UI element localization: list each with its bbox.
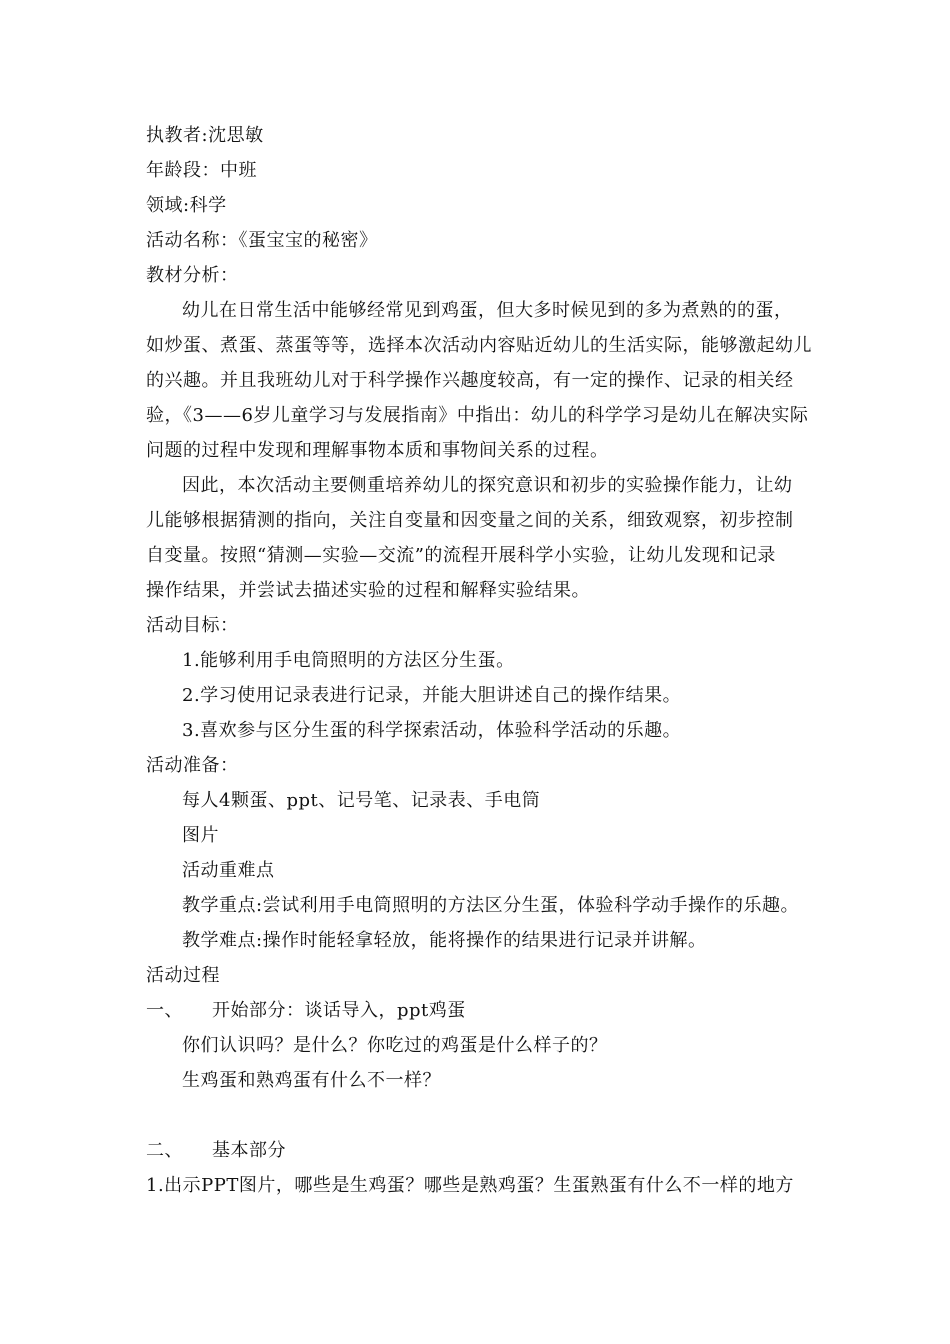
- part2-title: 基本部分: [212, 1140, 286, 1161]
- part2-number: 二、: [146, 1140, 183, 1161]
- analysis-p1-line: 如炒蛋、煮蛋、蒸蛋等等，选择本次活动内容贴近幼儿的生活实际，能够激起幼儿: [146, 335, 812, 356]
- difficulty-point: 教学难点:操作时能轻拿轻放，能将操作的结果进行记录并讲解。: [182, 930, 707, 951]
- question-line: 你们认识吗？是什么？你吃过的鸡蛋是什么样子的？: [182, 1035, 608, 1056]
- analysis-p1-line: 幼儿在日常生活中能够经常见到鸡蛋，但大多时候见到的多为煮熟的的蛋，: [182, 300, 793, 321]
- analysis-heading: 教材分析：: [146, 265, 239, 286]
- goal-item: 3.喜欢参与区分生蛋的科学探索活动，体验科学活动的乐趣。: [182, 720, 682, 741]
- process-heading: 活动过程: [146, 965, 220, 986]
- analysis-p2-line: 操作结果，并尝试去描述实验的过程和解释实验结果。: [146, 580, 590, 601]
- age-group-line: 年龄段：中班: [146, 160, 257, 181]
- prep-heading: 活动准备：: [146, 755, 239, 776]
- part1-number: 一、: [146, 1000, 183, 1021]
- analysis-p2-line: 因此，本次活动主要侧重培养幼儿的探究意识和初步的实验操作能力，让幼: [182, 475, 793, 496]
- part2-heading: [146, 1139, 286, 1163]
- analysis-p2-line: 儿能够根据猜测的指向，关注自变量和因变量之间的关系，细致观察，初步控制: [146, 510, 794, 531]
- activity-name-line: 活动名称：《蛋宝宝的秘密》: [146, 230, 378, 251]
- prep-pictures: 图片: [182, 825, 219, 846]
- prep-materials: 每人4颗蛋、ppt、记号笔、记录表、手电筒: [182, 790, 541, 811]
- analysis-p1-line: 的兴趣。并且我班幼儿对于科学操作兴趣度较高，有一定的操作、记录的相关经: [146, 370, 794, 391]
- question-line: 生鸡蛋和熟鸡蛋有什么不一样？: [182, 1070, 441, 1091]
- goals-heading: 活动目标：: [146, 615, 239, 636]
- teacher-line: 执教者:沈思敏: [146, 125, 264, 146]
- analysis-p1-line: 问题的过程中发现和理解事物本质和事物间关系的过程。: [146, 440, 609, 461]
- analysis-p1-line: 验，《3——6岁儿童学习与发展指南》中指出：幼儿的科学学习是幼儿在解决实际: [146, 405, 809, 426]
- domain-line: 领域:科学: [146, 195, 227, 216]
- goal-item: 2.学习使用记录表进行记录，并能大胆讲述自己的操作结果。: [182, 685, 682, 706]
- analysis-p2-line: 自变量。按照“猜测—实验—交流”的流程开展科学小实验，让幼儿发现和记录: [146, 545, 776, 566]
- step-line: 1.出示PPT图片，哪些是生鸡蛋？哪些是熟鸡蛋？生蛋熟蛋有什么不一样的地方: [146, 1175, 794, 1196]
- goal-item: 1.能够利用手电筒照明的方法区分生蛋。: [182, 650, 515, 671]
- part1-title: 开始部分：谈话导入，ppt鸡蛋: [212, 1000, 466, 1021]
- key-point: 教学重点:尝试利用手电筒照明的方法区分生蛋，体验科学动手操作的乐趣。: [182, 895, 800, 916]
- part1-heading: [146, 999, 466, 1023]
- key-points-heading: 活动重难点: [182, 860, 275, 881]
